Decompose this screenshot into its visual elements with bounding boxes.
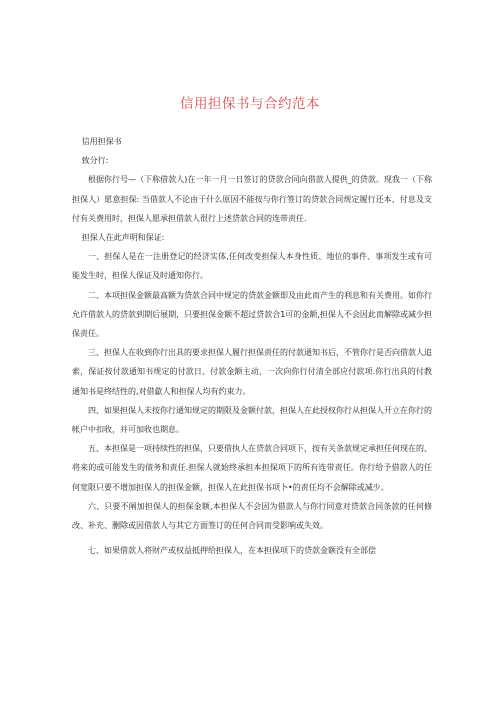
document-body bbox=[72, 132, 432, 560]
paragraph-salutation: 致分行: bbox=[81, 156, 109, 166]
paragraph-clause-2: 二、本项担保金额最高额为贷款合同中规定的贷款金额即及由此而产生的利息和有关费用。如你行允许借款人的贷款到期后展期，只要担保金额不超过贷款合1可的金额,担保人不会因此而解除或减少担保责任。 bbox=[72, 290, 432, 339]
paragraph-heading: 信用担保书 bbox=[81, 137, 122, 146]
paragraph-declaration: 担保人在此声明和保证: bbox=[81, 233, 165, 243]
document-title: 信用担保书与合约范本 bbox=[180, 96, 320, 112]
paragraph-clause-1: 一、担保人是在一注册登记的经济实体,任何改变担保人本身性质、地位的事件、事项发生或有可能发生时，担保人保证及时通知你行。 bbox=[72, 252, 432, 281]
paragraph-clause-4: 四、如果担保人未按你行通知规定的期限及金额付款，担保人在此授权你行从担保人开立在你行的帐户中扣收，并可加收也期息。 bbox=[72, 405, 432, 435]
paragraph-clause-3: 三、担保人在收到你行出具的要求担保人履行担保责任的付款通知书后，不管你行是否向借款人追索，保证按付款通知书规定的付款日、付款金额主动、一次向你行付清全部应付款项.你行出具的付教通知书是终结性的,对借歙人和担保人均有约束力。 bbox=[72, 348, 432, 396]
paragraph-clause-7: 七、如果借款人将财产或权益抵押给担保人，在本担保项下的贷款金额没有全部偿 bbox=[88, 546, 376, 556]
paragraph-clause-5: 五、本担保是一项持续性的担保，只要借执人在贷款合同项下，按有关条款规定承担任何现在的、将来的或可能发生的债务和责任.担保人就始终承担本担保项下的所有连带责任。你行给予借款人的任何宽限只要不增加担保人的担保金额，担保人在此担保书项卜•的责任均不会解除或减少。 bbox=[72, 444, 432, 492]
paragraph-clause-6: 六、只要不阐加担保人的担保金额,本担保人不会因为借款人与你行同意对贷款合同条款的任何修改、补充、删除或因借款人与其它方面签订的任何合同而受影响或失效。 bbox=[72, 501, 432, 531]
paragraph-intro: 根据你行号—（下称借款人)在一年一月一日签订的贷款合同向借款人提供_的贷款。现我一（下称担保人）愿意担保: 当借款人不论由于什么原因不能按与你行签订的贷款合同规定履行还本、付息及支付有关费用时，担保人愿承担借款人很行上述贷款合同的连带责任. bbox=[72, 175, 432, 223]
